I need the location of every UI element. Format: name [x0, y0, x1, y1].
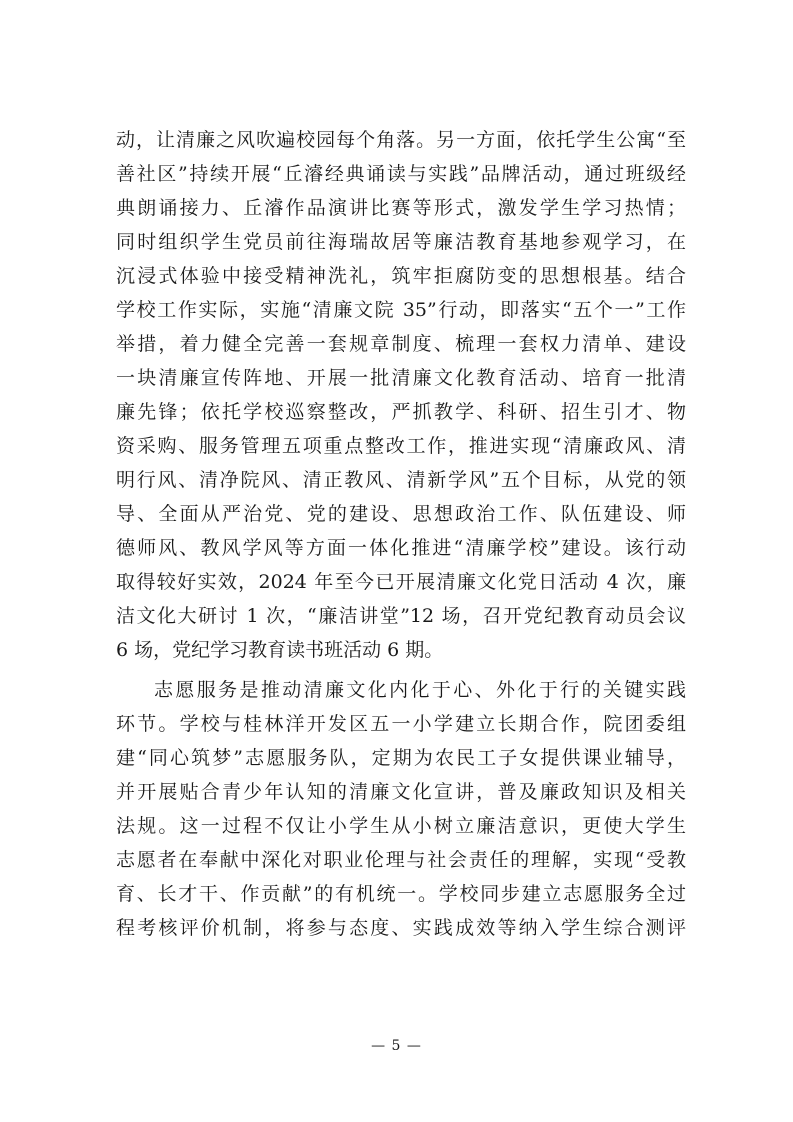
page-number: — 5 — — [371, 1038, 422, 1054]
text-line: 善社区”持续开展“丘濬经典诵读与实践”品牌活动，通过班级经 — [116, 163, 686, 185]
text-line: 典朗诵接力、丘濬作品演讲比赛等形式，激发学生学习热情； — [116, 197, 686, 219]
text-line: 并开展贴合青少年认知的清廉文化宣讲，普及廉政知识及相关 — [116, 781, 686, 803]
text-line: 建“同心筑梦”志愿服务队，定期为农民工子女提供课业辅导， — [116, 747, 686, 769]
text-line: 廉先锋；依托学校巡察整改，严抓教学、科研、招生引才、物 — [116, 401, 686, 423]
text-line: 导、全面从严治党、党的建设、思想政治工作、队伍建设、师 — [116, 503, 686, 525]
text-line: 举措，着力健全完善一套规章制度、梳理一套权力清单、建设 — [116, 333, 686, 355]
text-line: 志愿者在奉献中深化对职业伦理与社会责任的理解，实现“受教 — [116, 849, 686, 871]
text-line: 动，让清廉之风吹遍校园每个角落。另一方面，依托学生公寓“至 — [116, 129, 686, 151]
text-line: 法规。这一过程不仅让小学生从小树立廉洁意识，更使大学生 — [116, 815, 686, 837]
text-line: 沉浸式体验中接受精神洗礼，筑牢拒腐防变的思想根基。结合 — [116, 265, 686, 287]
text-line: 洁文化大研讨 1 次，“廉洁讲堂”12 场，召开党纪教育动员会议 — [116, 605, 686, 627]
text-line: 取得较好实效，2024 年至今已开展清廉文化党日活动 4 次，廉 — [116, 571, 686, 593]
text-line: 程考核评价机制，将参与态度、实践成效等纳入学生综合测评 — [116, 917, 686, 939]
text-line: 一块清廉宣传阵地、开展一批清廉文化教育活动、培育一批清 — [116, 367, 686, 389]
text-line: 6 场，党纪学习教育读书班活动 6 期。 — [116, 639, 444, 661]
text-line: 德师风、教风学风等方面一体化推进“清廉学校”建设。该行动 — [116, 537, 686, 559]
text-line: 学校工作实际，实施“清廉文院 35”行动，即落实“五个一”工作 — [116, 299, 686, 321]
text-line: 资采购、服务管理五项重点整改工作，推进实现“清廉政风、清 — [116, 435, 686, 457]
text-line: 明行风、清净院风、清正教风、清新学风”五个目标，从党的领 — [116, 469, 686, 491]
text-line: 同时组织学生党员前往海瑞故居等廉洁教育基地参观学习，在 — [116, 231, 686, 253]
text-line: 志愿服务是推动清廉文化内化于心、外化于行的关键实践 — [154, 679, 686, 701]
text-line: 环节。学校与桂林洋开发区五一小学建立长期合作，院团委组 — [116, 713, 686, 735]
text-line: 育、长才干、作贡献”的有机统一。学校同步建立志愿服务全过 — [116, 883, 686, 905]
